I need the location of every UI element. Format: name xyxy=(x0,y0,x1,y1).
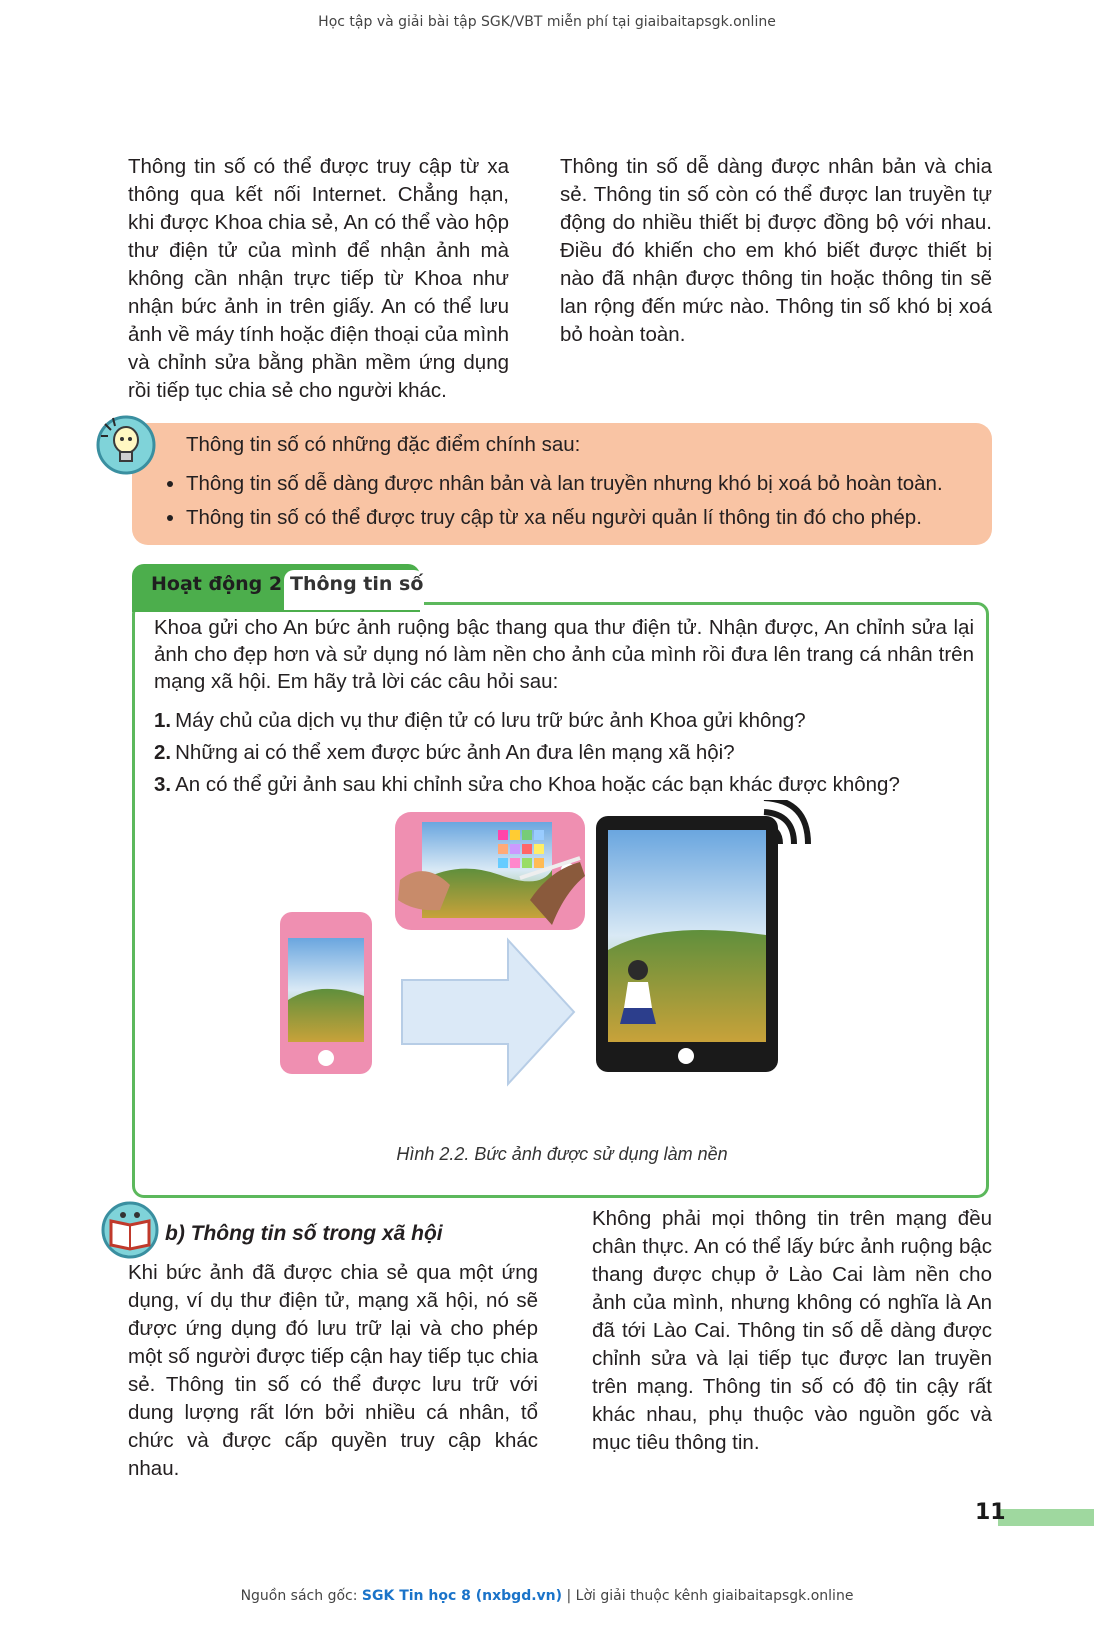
portrait-phone xyxy=(280,912,372,1074)
activity-title: Thông tin số xyxy=(290,573,424,595)
landscape-phone xyxy=(395,812,585,930)
page-number: 11 xyxy=(975,1500,1006,1525)
summary-points xyxy=(162,467,943,535)
illustration-figure xyxy=(280,800,840,1120)
question-item xyxy=(154,737,900,769)
footer xyxy=(0,1588,1094,1604)
summary-intro: Thông tin số có những đặc điểm chính sau: xyxy=(186,433,581,456)
question-item xyxy=(154,769,900,801)
section-b-right-text: Không phải mọi thông tin trên mạng đều chân thực. An có thể lấy bức ảnh ruộng bậc thang được chụp ở Lào Cai làm nền cho ảnh của mình, nhưng không có nghĩa là An đã tới Lào Cai. Thông tin số dễ dàng được chỉnh sửa và lại tiếp tục được lan truyền trên mạng. Thông tin số có độ tin cậy rất khác nhau, phụ thuộc vào nguồn gốc và mục tiêu thông tin. xyxy=(592,1207,992,1454)
activity-prompt: Khoa gửi cho An bức ảnh ruộng bậc thang qua thư điện tử. Nhận được, An chỉnh sửa lại ảnh cho đẹp hơn và sử dụng nó làm nền cho ảnh của mình rồi đưa lên trang cá nhân trên mạng xã hội. Em hãy trả lời các câu hỏi sau: xyxy=(154,616,974,693)
section-b-left-text: Khi bức ảnh đã được chia sẻ qua một ứng dụng, ví dụ thư điện tử, mạng xã hội, nó sẽ được ứng dụng đó lưu trữ lại và cho phép một số người được tiếp cận hay tiếp tục chia sẻ. Thông tin số có thể được lưu trữ với dung lượng rất lớn bởi nhiều cá nhân, tổ chức và được cấp quyền truy cập khác nhau. xyxy=(128,1261,538,1480)
question-text: An có thể gửi ảnh sau khi chỉnh sửa cho Khoa hoặc các bạn khác được không? xyxy=(175,773,900,796)
arrow-icon xyxy=(402,940,574,1084)
question-number: 3. xyxy=(154,773,172,796)
footer-prefix: Nguồn sách gốc: xyxy=(240,1588,362,1604)
book-icon xyxy=(101,1201,159,1259)
figure-caption: Hình 2.2. Bức ảnh được sử dụng làm nền xyxy=(396,1144,728,1164)
top-banner: Học tập và giải bài tập SGK/VBT miễn phí tại giaibaitapsgk.online xyxy=(318,14,776,30)
activity-text xyxy=(154,614,974,695)
tablet-device xyxy=(596,816,778,1072)
summary-point: • Thông tin số có thể được truy cập từ xa nếu người quản lí thông tin đó cho phép. xyxy=(186,501,943,535)
intro-left-text: Thông tin số có thể được truy cập từ xa thông qua kết nối Internet. Chẳng hạn, khi được Khoa chia sẻ, An có thể vào hộp thư điện tử của mình để nhận ảnh mà không cần nhận trực tiếp từ Khoa như nhận bức ảnh in trên giấy. An có thể lưu ảnh về máy tính hoặc điện thoại của mình và chỉnh sửa bằng phần mềm ứng dụng rồi tiếp tục chia sẻ cho người khác. xyxy=(128,155,509,402)
footer-suffix: | Lời giải thuộc kênh giaibaitapsgk.online xyxy=(562,1588,854,1604)
footer-source-link[interactable]: SGK Tin học 8 (nxbgd.vn) xyxy=(361,1588,563,1604)
activity-label: Hoạt động 2 xyxy=(151,573,283,595)
page-number-bar xyxy=(998,1509,1094,1526)
question-list xyxy=(154,705,900,801)
summary-box xyxy=(132,423,992,545)
question-item xyxy=(154,705,900,737)
question-number: 2. xyxy=(154,741,172,764)
question-text: Những ai có thể xem được bức ảnh An đưa lên mạng xã hội? xyxy=(175,741,735,764)
lightbulb-icon xyxy=(95,414,157,476)
question-text: Máy chủ của dịch vụ thư điện tử có lưu trữ bức ảnh Khoa gửi không? xyxy=(175,709,806,732)
section-b-right-paragraph xyxy=(592,1205,992,1457)
section-b-left-paragraph xyxy=(128,1259,538,1483)
question-number: 1. xyxy=(154,709,172,732)
intro-right-text: Thông tin số dễ dàng được nhân bản và chia sẻ. Thông tin số còn có thể được lan truyền tự động do nhiều thiết bị được đồng bộ với nhau. Điều đó khiến cho em khó biết được thiết bị nào đã nhận được thông tin hoặc thông tin sẽ lan rộng đến mức nào. Thông tin số khó bị xoá bỏ hoàn toàn. xyxy=(560,155,992,346)
intro-right-paragraph xyxy=(560,153,992,349)
section-b-title: b) Thông tin số trong xã hội xyxy=(165,1222,443,1245)
summary-point: • Thông tin số dễ dàng được nhân bản và lan truyền nhưng khó bị xoá bỏ hoàn toàn. xyxy=(186,467,943,501)
intro-left-paragraph xyxy=(128,153,509,405)
